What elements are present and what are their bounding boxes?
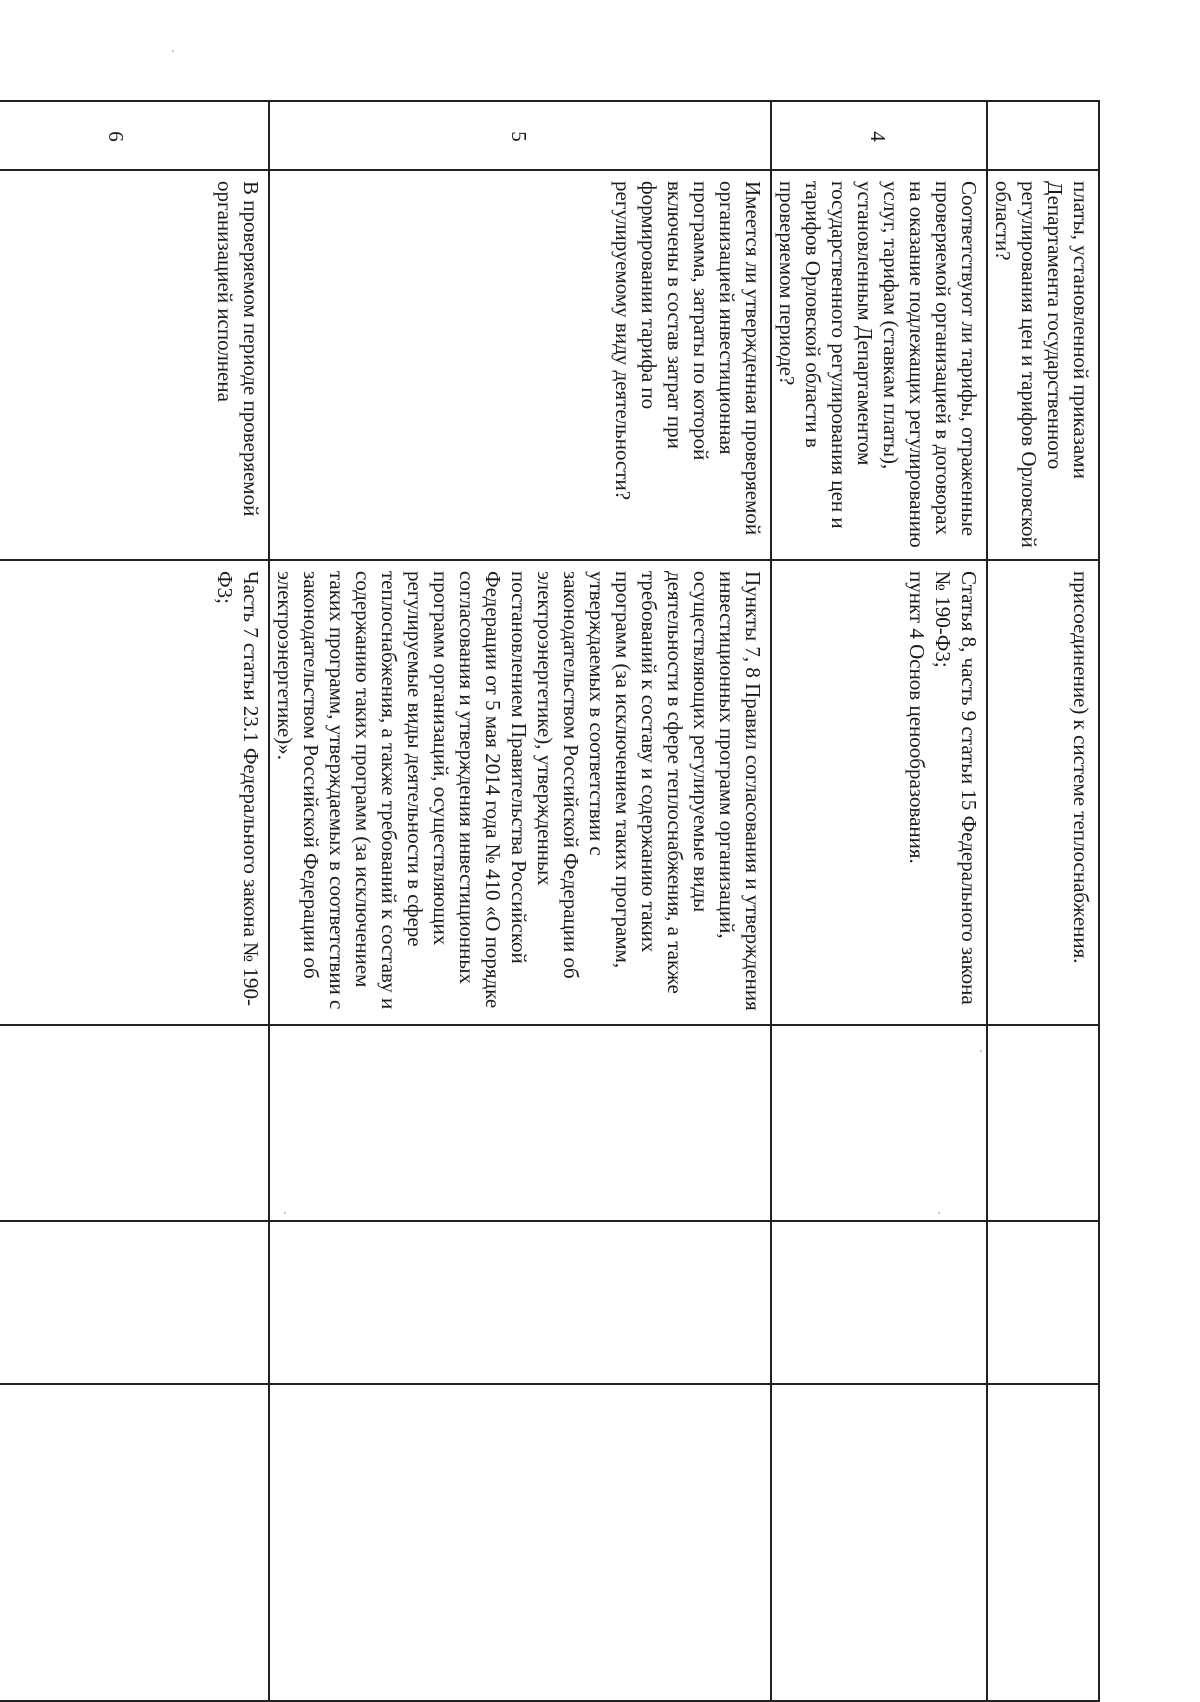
row-number: 4 — [771, 101, 987, 170]
checklist-table — [0, 100, 1100, 1702]
table-row — [771, 101, 987, 1701]
question-cell: В проверяемом периоде проверяемой организацией исполнена — [0, 170, 269, 560]
question-cell: Соответствуют ли тарифы, отраженные проверяемой организацией в договорах на оказание подлежащих регулированию услуг, тарифам (ставкам платы), установленным Департаментом государственного регулирования цен и тарифов Орловской области в проверяемом периоде? — [771, 170, 987, 560]
legal-basis-cell: Статья 8, часть 9 статьи 15 Федерального закона № 190-Ф3; пункт 4 Основ ценообразования. — [771, 560, 987, 1025]
legal-basis-cell: присоединение) к системе теплоснабжения. — [987, 560, 1099, 1025]
legal-basis-cell: Часть 7 статьи 23.1 Федерального закона № 190-Ф3; — [0, 560, 269, 1025]
empty-cell — [771, 1384, 987, 1701]
row-number: 6 — [0, 101, 269, 170]
empty-cell — [0, 1025, 269, 1221]
empty-cell — [269, 1221, 771, 1384]
empty-cell — [987, 1384, 1099, 1701]
row-number — [987, 101, 1099, 170]
table-row — [0, 101, 269, 1701]
empty-cell — [771, 1025, 987, 1221]
empty-cell — [0, 1221, 269, 1384]
table-row — [987, 101, 1099, 1701]
scan-speck — [172, 50, 174, 52]
question-cell: Имеется ли утвержденная проверяемой организацией инвестиционная программа, затраты по которой включены в состав затрат при формировании тарифа по регулируемому виду деятельности? — [269, 170, 771, 560]
legal-basis-cell: Пункты 7, 8 Правил согласования и утверждения инвестиционных программ организаций, осуществляющих регулируемые виды деятельности в сфере теплоснабжения, а также требований к составу и содержанию таких программ (за исключением таких программ, утверждаемых в соответствии с законодательством Российской Федерации об электроэнергетике), утвержденных постановлением Правительства Российской Федерации от 5 мая 2014 года № 410 «О порядке согласования и утверждения инвестиционных программ организаций, осуществляющих регулируемые виды деятельности в сфере теплоснабжения, а также требований к составу и содержанию таких программ (за исключением таких программ, утверждаемых в соответствии с законодательством Российской Федерации об электроэнергетике)». — [269, 560, 771, 1025]
row-number: 5 — [269, 101, 771, 170]
empty-cell — [987, 1221, 1099, 1384]
empty-cell — [987, 1025, 1099, 1221]
empty-cell — [269, 1384, 771, 1701]
empty-cell — [269, 1025, 771, 1221]
empty-cell — [771, 1221, 987, 1384]
rotated-page — [88, 100, 1100, 1700]
question-cell: платы, установленной приказами Департамента государственного регулирования цен и тарифов Орловской области? — [987, 170, 1099, 560]
table-row — [269, 101, 771, 1701]
empty-cell — [0, 1384, 269, 1701]
